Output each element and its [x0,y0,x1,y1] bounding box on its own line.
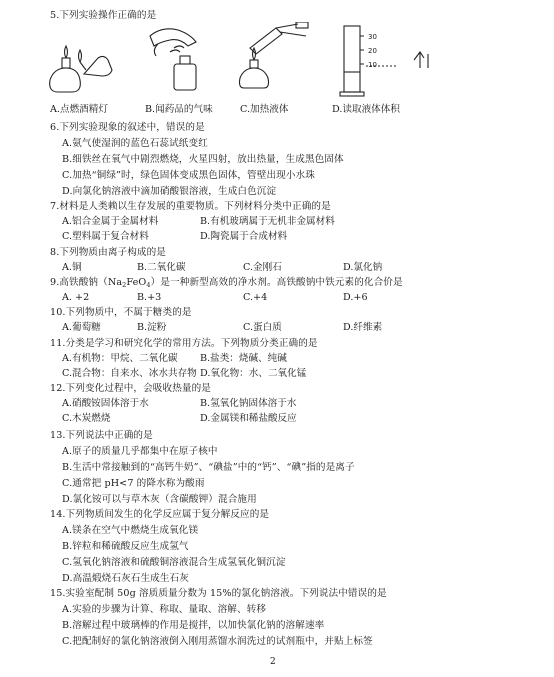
q7-option-c: C.塑料属于复合材料 [62,231,149,242]
q7-stem: 7.材料是人类赖以生存发展的重要物质。下列材料分类中正确的是 [50,201,331,212]
q8-option-b: B.二氧化碳 [137,262,186,273]
figure-a-lighting-lamp [40,22,120,100]
q14-option-d: D.高温煅烧石灰石生成生石灰 [62,573,189,584]
q15-stem: 15.实验室配制 50g 溶质质量分数为 15%的氯化钠溶液。下列说法中错误的是 [50,588,387,599]
q8-option-c: C.金刚石 [243,262,282,273]
q10-stem: 10.下列物质中，不属于糖类的是 [50,307,192,318]
q14-option-b: B.锌粒和稀硫酸反应生成氢气 [62,541,189,552]
q7-option-b: B.有机玻璃属于无机非金属材料 [200,216,335,227]
q10-option-b: B.淀粉 [137,322,167,333]
q9-stem: 9.高铁酸钠$(Na_2FeO_4)$是一种新型高效的净水剂。高铁酸钠中铁元素的化合价是 [50,277,403,289]
q11-stem: 11.分类是学习和研究化学的常用方法。下列物质分类正确的是 [50,338,318,349]
q13-option-b: B.生活中常接触到的“高钙牛奶”、“碘盐”中的“钙”、“碘”指的是离子 [62,462,355,473]
q15-option-a: A.实验的步骤为计算、称取、量取、溶解、转移 [62,604,267,615]
q12-option-d: D.金属镁和稀盐酸反应 [200,413,297,424]
q9-option-a: A. +2 [62,292,90,303]
page-number: 2 [270,657,276,667]
q12-option-a: A.硝酸铵固体溶于水 [62,398,149,409]
q6-option-c: C.加热“铜绿”时，绿色固体变成黑色固体，管壁出现小水珠 [62,170,315,181]
q11-option-d: D.氧化物：水、二氧化锰 [200,368,307,379]
q8-option-a: A.铜 [62,262,82,273]
q5-option-b: B.闻药品的气味 [145,104,213,115]
q6-option-d: D.向氯化钠溶液中滴加硝酸银溶液，生成白色沉淀 [62,186,277,197]
q11-option-c: C.混合物：自来水、冰水共存物 [62,368,197,379]
q9-option-b: B.+3 [137,292,162,303]
q7-option-a: A.铝合金属于金属材料 [62,216,159,227]
q10-option-a: A.葡萄糖 [62,322,101,333]
q12-option-c: C.木炭燃烧 [62,413,111,424]
q11-option-a: A.有机物：甲烷、二氧化碳 [62,353,178,364]
cylinder-tick-10: 10 [368,61,377,69]
q13-option-c: C.通常把 pH<7 的降水称为酸雨 [62,478,205,489]
q6-option-a: A.氨气使湿润的蓝色石蕊试纸变红 [62,138,208,149]
q6-stem: 6.下列实验现象的叙述中，错误的是 [50,122,205,133]
q14-option-c: C.氢氧化钠溶液和硫酸铜溶液混合生成氢氧化铜沉淀 [62,557,286,568]
q7-option-d: D.陶瓷属于合成材料 [200,231,288,242]
figure-d-measuring-cylinder [336,22,446,100]
q13-stem: 13.下列说法中正确的是 [50,430,153,441]
q12-option-b: B.氢氧化钠固体溶于水 [200,398,297,409]
q5-option-a: A.点燃酒精灯 [50,104,108,115]
q8-option-d: D.氯化钠 [343,262,383,273]
q9-option-c: C.+4 [243,292,268,303]
q6-option-b: B.细铁丝在氧气中剧烈燃烧，火星四射，放出热量，生成黑色固体 [62,154,344,165]
cylinder-tick-20: 20 [368,47,377,55]
q10-option-d: D.纤维素 [343,322,383,333]
q12-stem: 12.下列变化过程中，会吸收热量的是 [50,383,211,394]
q5-stem: 5.下列实验操作正确的是 [50,10,157,21]
q5-option-d: D.读取液体体积 [332,104,400,115]
q8-stem: 8.下列物质由离子构成的是 [50,247,166,258]
q9-option-d: D.+6 [343,292,368,303]
q13-option-d: D.氯化铵可以与草木灰（含碳酸钾）混合施用 [62,494,257,505]
q13-option-a: A.原子的质量几乎都集中在原子核中 [62,446,218,457]
q15-option-c: C.把配制好的氯化钠溶液倒入刚用蒸馏水润洗过的试剂瓶中，并贴上标签 [62,636,373,647]
q15-option-b: B.溶解过程中玻璃棒的作用是搅拌，以加快氯化钠的溶解速率 [62,620,325,631]
q10-option-c: C.蛋白质 [243,322,282,333]
figure-c-heating-liquid [236,22,316,100]
q14-option-a: A.镁条在空气中燃烧生成氧化镁 [62,525,199,536]
q14-stem: 14.下列物质间发生的化学反应属于复分解反应的是 [50,509,270,520]
q5-option-c: C.加热液体 [240,104,289,115]
cylinder-tick-30: 30 [368,33,377,41]
q11-option-b: B.盐类：烧碱、纯碱 [200,353,287,364]
figure-b-smelling [140,22,220,100]
